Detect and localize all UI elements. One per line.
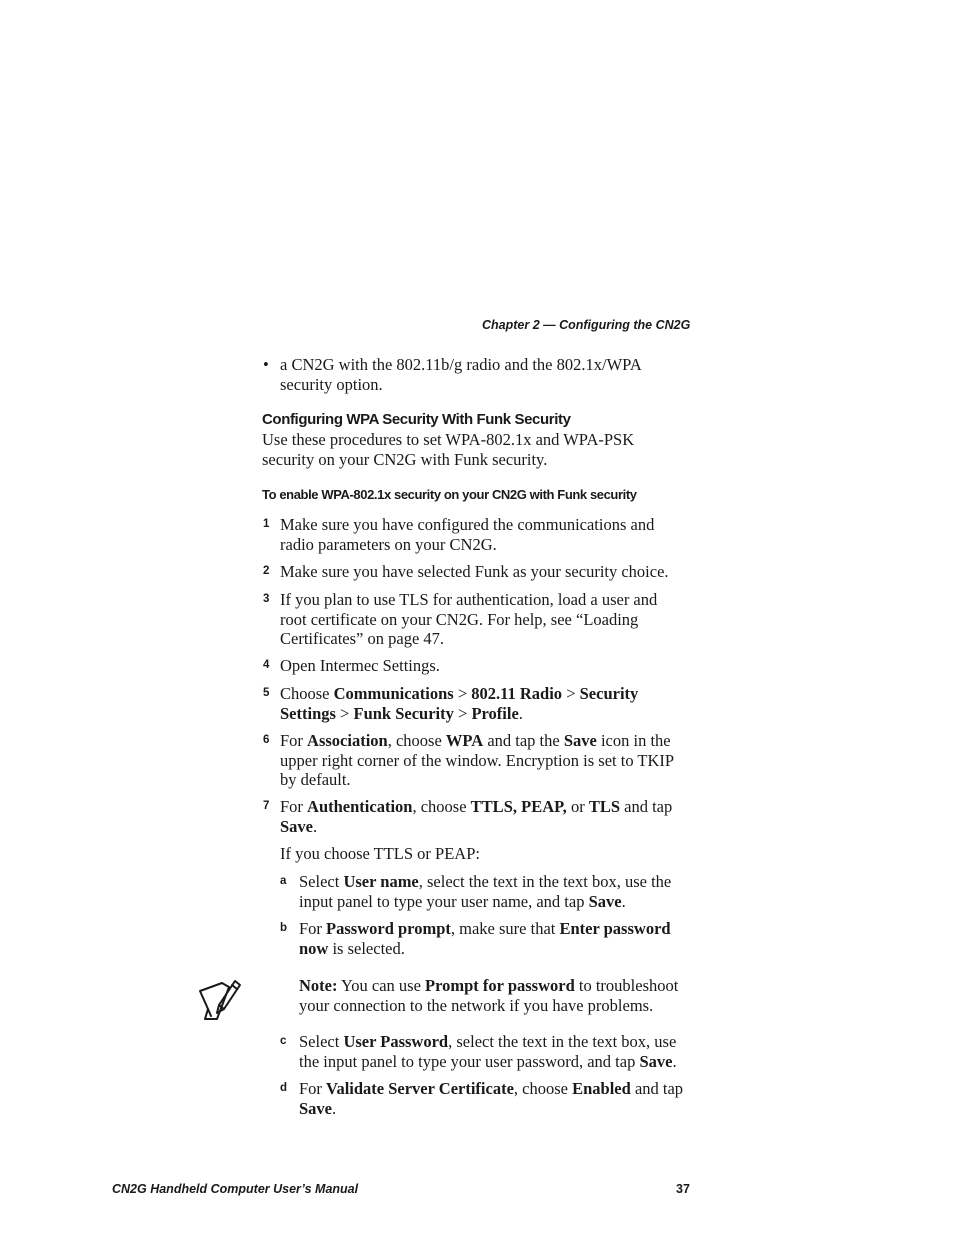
running-header: Chapter 2 — Configuring the CN2G <box>482 318 691 332</box>
step-6-line2: upper right corner of the window. Encryption is set to TKIP <box>280 750 675 770</box>
note-pencil-icon <box>197 975 243 1023</box>
intro-bullet-line2: security option. <box>280 374 383 394</box>
note-line2: your connection to the network if you have problems. <box>299 995 654 1015</box>
step-4-text <box>280 656 690 676</box>
footer-manual-title: CN2G Handheld Computer User’s Manual <box>112 1182 359 1196</box>
step-6-line3: by default. <box>280 770 351 789</box>
step-6-line1: For Association, choose WPA and tap the Save icon in the <box>280 731 671 750</box>
substep-c-line2: the input panel to type your user password, and tap Save. <box>299 1051 677 1071</box>
step-number: 7 <box>263 800 270 812</box>
step-1-line2: radio parameters on your CN2G. <box>280 534 497 554</box>
step-6-text <box>280 731 690 790</box>
step-number: 2 <box>263 565 270 577</box>
intro-bullet-line1: a CN2G with the 802.11b/g radio and the 802.1x/WPA <box>280 355 642 374</box>
bullet-symbol: • <box>263 355 269 374</box>
note-line1: Note: You can use Prompt for password to troubleshoot <box>299 976 679 995</box>
step-number: 5 <box>263 687 270 699</box>
section-desc-line2: security on your CN2G with Funk security. <box>262 449 548 469</box>
substep-a-text <box>299 872 691 911</box>
substep-d-text <box>299 1079 691 1118</box>
step-7-line1: For Authentication, choose TTLS, PEAP, or TLS and tap <box>280 797 673 816</box>
substep-b-line2: now is selected. <box>299 938 405 958</box>
section-description <box>262 430 692 469</box>
intro-bullet-text <box>280 355 690 394</box>
substep-a-line1: Select User name, select the text in the text box, use the <box>299 872 672 891</box>
step-number: 4 <box>263 659 270 671</box>
step-3-line2: root certificate on your CN2G. For help, see “Loading <box>280 609 639 629</box>
step-3-line3: Certificates” on page 47. <box>280 629 445 648</box>
step-5-text <box>280 684 690 723</box>
step-5-line1: Choose Communications > 802.11 Radio > Security <box>280 684 639 703</box>
procedure-heading: To enable WPA-802.1x security on your CN2G with Funk security <box>262 487 637 502</box>
note-text <box>299 976 691 1015</box>
step-3-text <box>280 590 690 649</box>
step-number: 3 <box>263 593 270 605</box>
page-number: 37 <box>676 1182 690 1196</box>
step-3-line1: If you plan to use TLS for authentication, load a user and <box>280 590 658 609</box>
substep-c-text <box>299 1032 691 1071</box>
section-desc-line1: Use these procedures to set WPA-802.1x and WPA-PSK <box>262 430 635 449</box>
substep-b-text <box>299 919 691 958</box>
step-1-line1: Make sure you have configured the communications and <box>280 515 655 534</box>
step-2-line1: Make sure you have selected Funk as your security choice. <box>280 562 669 581</box>
step-number: 6 <box>263 734 270 746</box>
substep-a-line2: input panel to type your user name, and tap Save. <box>299 891 626 911</box>
step-2-text <box>280 562 690 582</box>
step-5-line2: Settings > Funk Security > Profile. <box>280 703 523 723</box>
section-heading: Configuring WPA Security With Funk Security <box>262 411 571 428</box>
step-7-line2: Save. <box>280 816 318 836</box>
step-number: 1 <box>263 518 270 530</box>
ttls-intro: If you choose TTLS or PEAP: <box>280 844 480 863</box>
substep-b-line1: For Password prompt, make sure that Enter password <box>299 919 671 938</box>
substep-d-line2: Save. <box>299 1098 337 1118</box>
step-7-text <box>280 797 690 836</box>
substep-d-line1: For Validate Server Certificate, choose Enabled and tap <box>299 1079 684 1098</box>
substep-letter: d <box>280 1082 288 1094</box>
step-1-text <box>280 515 690 554</box>
substep-letter: b <box>280 922 288 934</box>
substep-letter: c <box>280 1035 287 1047</box>
substep-c-line1: Select User Password, select the text in the text box, use <box>299 1032 677 1051</box>
substep-letter: a <box>280 875 287 887</box>
step-4-line1: Open Intermec Settings. <box>280 656 440 675</box>
